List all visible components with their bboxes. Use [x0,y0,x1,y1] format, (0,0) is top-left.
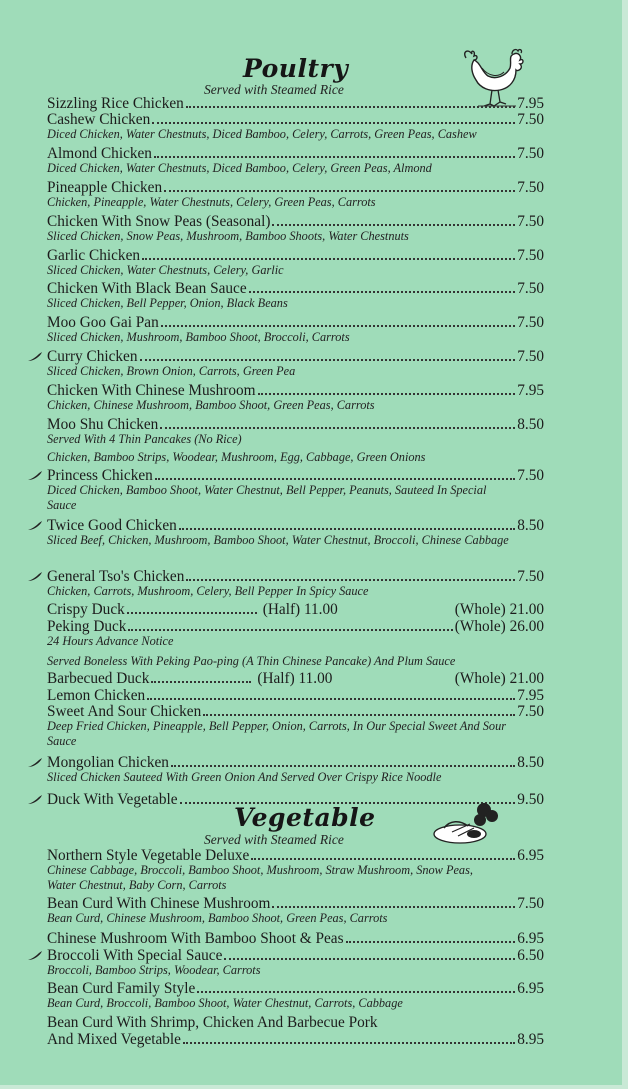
leader-dots [128,629,452,631]
item-price-half: (Half) 11.00 [257,670,333,687]
menu-item [47,948,544,981]
menu-item [47,518,544,569]
poultry-list [47,96,544,810]
item-name: Chicken With Snow Peas (Seasonal) [47,213,271,230]
item-price: 7.50 [517,895,544,912]
item-name: General Tso's Chicken [47,568,185,585]
item-price: 8.95 [517,1031,544,1048]
item-price: 8.50 [517,517,544,534]
vegetable-section-title: Vegetable [234,803,376,832]
item-name: Sizzling Rice Chicken [47,95,184,112]
item-price: 7.50 [517,348,544,365]
item-name: Chinese Mushroom With Bamboo Shoot & Peas [47,930,344,947]
item-description: Sliced Chicken, Snow Peas, Mushroom, Bamboo Shoots, Water Chestnuts [47,229,409,243]
menu-item [47,349,544,383]
menu-item [47,112,544,146]
item-description: Sliced Beef, Chicken, Mushroom, Bamboo Shoot, Water Chestnut, Broccoli, Chinese Cabbage [47,533,509,547]
item-description: Served With 4 Thin Pancakes (No Rice) [47,432,242,446]
item-name: Twice Good Chicken [47,517,177,534]
item-price-whole: (Whole) 21.00 [454,670,544,687]
leader-dots [203,714,515,716]
leader-dots [272,906,515,908]
leader-dots [164,190,515,192]
item-price: 7.50 [517,111,544,128]
item-price: 9.50 [517,791,544,808]
item-name: Sweet And Sour Chicken [47,703,202,720]
menu-item [47,755,544,792]
spicy-pepper-icon [27,571,43,582]
item-price: 7.50 [517,145,544,162]
menu-item [47,704,544,755]
item-description: Bean Curd, Chinese Mushroom, Bamboo Shoot, Green Peas, Carrots [47,911,388,925]
item-description: Chicken, Pineapple, Water Chestnuts, Celery, Green Peas, Carrots [47,195,376,209]
item-description: Sliced Chicken, Mushroom, Bamboo Shoot, Broccoli, Carrots [47,330,350,344]
item-price-half: (Half) 11.00 [262,601,338,618]
menu-item [47,619,544,671]
vegetable-subtitle: Served with Steamed Rice [204,832,344,847]
spicy-pepper-icon [27,520,43,531]
item-description: Sliced Chicken, Water Chestnuts, Celery, Garlic [47,263,284,277]
spicy-pepper-icon [27,757,43,768]
item-price: 7.95 [517,382,544,399]
item-name: Peking Duck [47,618,127,635]
item-name: Duck With Vegetable [47,791,178,808]
item-name: Bean Curd Family Style [47,980,196,997]
menu-item [47,671,544,688]
item-name: Moo Goo Gai Pan [47,314,159,331]
leader-dots [171,765,515,767]
item-name: Almond Chicken [47,145,152,162]
poultry-section-title: Poultry [243,54,349,83]
item-description: Sliced Chicken, Brown Onion, Carrots, Green Pea [47,364,296,378]
item-price: 7.50 [517,213,544,230]
leader-dots [186,106,515,108]
leader-dots [152,122,515,124]
item-price-whole: (Whole) 26.00 [454,618,544,635]
menu-item [47,146,544,180]
item-price: 7.50 [517,568,544,585]
leader-dots [272,224,515,226]
leader-dots [179,528,515,530]
item-name: Moo Shu Chicken [47,416,159,433]
item-description-2: Chicken, Bamboo Strips, Woodear, Mushroom, Egg, Cabbage, Green Onions [47,450,426,464]
vegetable-list [47,848,544,1049]
item-description: Deep Fried Chicken, Pineapple, Bell Pepper, Onion, Carrots, In Our Special Sweet And Sour Sauce [47,719,507,748]
menu-item [47,1015,544,1049]
item-name: Chicken With Black Bean Sauce [47,280,247,297]
item-price: 6.95 [517,980,544,997]
menu-item [47,688,544,704]
menu-item [47,96,544,112]
item-name: Northern Style Vegetable Deluxe [47,847,250,864]
menu-item [47,848,544,896]
menu-item [47,468,544,518]
menu-item [47,602,544,619]
menu-item [47,896,544,931]
leader-dots [160,427,515,429]
item-description: Chicken, Chinese Mushroom, Bamboo Shoot, Green Peas, Carrots [47,398,375,412]
vegetable-plate-icon [430,798,502,852]
item-price: 7.50 [517,703,544,720]
leader-dots [258,393,516,395]
leader-dots [197,991,515,993]
item-name: Chicken With Chinese Mushroom [47,382,256,399]
item-description: Bean Curd, Broccoli, Bamboo Shoot, Water Chestnut, Carrots, Cabbage [47,996,403,1010]
menu-item [47,281,544,315]
item-name: Bean Curd With Chinese Mushroom [47,895,271,912]
leader-dots [186,579,515,581]
leader-dots [224,958,515,960]
menu-item [47,315,544,349]
item-name: Barbecued Duck [47,670,150,687]
item-name: Lemon Chicken [47,687,146,704]
item-description: Diced Chicken, Bamboo Shoot, Water Chestnut, Bell Pepper, Peanuts, Sauteed In Special Sauce [47,483,487,512]
item-description-2: Served Boneless With Peking Pao-ping (A Thin Chinese Pancake) And Plum Sauce [47,654,456,668]
leader-dots [151,681,251,683]
item-price: 7.95 [517,95,544,112]
item-price: 8.50 [517,754,544,771]
item-name: Princess Chicken [47,467,153,484]
item-name-line2: And Mixed Vegetable [47,1031,181,1048]
item-description: Sliced Chicken Sauteed With Green Onion And Served Over Crispy Rice Noodle [47,770,442,784]
menu-item [47,180,544,214]
leader-dots [249,291,516,293]
item-name: Pineapple Chicken [47,179,163,196]
menu-item [47,981,544,1015]
item-description: Chicken, Carrots, Mushroom, Celery, Bell Pepper In Spicy Sauce [47,584,369,598]
spicy-pepper-icon [27,794,43,805]
leader-dots [183,1042,515,1044]
item-name: Broccoli With Special Sauce [47,947,223,964]
item-description: 24 Hours Advance Notice [47,634,174,648]
leader-dots [251,858,515,860]
item-price: 8.50 [517,416,544,433]
item-price: 7.95 [517,687,544,704]
menu-item [47,931,544,948]
item-name: Crispy Duck [47,601,125,618]
item-price: 6.95 [517,847,544,864]
menu-item [47,569,544,602]
poultry-subtitle: Served with Steamed Rice [204,82,344,97]
item-price: 7.50 [517,467,544,484]
item-price: 7.50 [517,314,544,331]
spicy-pepper-icon [27,351,43,362]
item-price: 6.50 [517,947,544,964]
spicy-pepper-icon [27,470,43,481]
menu-item [47,383,544,417]
spicy-pepper-icon [27,950,43,961]
item-price: 6.95 [517,930,544,947]
menu-item [47,417,544,468]
leader-dots [140,359,516,361]
item-price-whole: (Whole) 21.00 [454,601,544,618]
item-description: Chinese Cabbage, Broccoli, Bamboo Shoot, Mushroom, Straw Mushroom, Snow Peas, Water Chestnut, Baby Corn, Carrots [47,863,473,892]
item-name: Curry Chicken [47,348,138,365]
leader-dots [142,258,515,260]
leader-dots [161,325,515,327]
item-name: Garlic Chicken [47,247,141,264]
item-price: 7.50 [517,280,544,297]
item-name: Bean Curd With Shrimp, Chicken And Barbecue Pork [47,1014,378,1031]
leader-dots [154,156,515,158]
leader-dots [147,698,515,700]
item-description: Sliced Chicken, Bell Pepper, Onion, Black Beans [47,296,288,310]
leader-dots [127,612,257,614]
item-name: Mongolian Chicken [47,754,169,771]
menu-item [47,248,544,281]
item-description: Broccoli, Bamboo Strips, Woodear, Carrots [47,963,261,977]
leader-dots [346,941,516,943]
item-price: 7.50 [517,179,544,196]
menu-item [47,214,544,248]
item-price: 7.50 [517,247,544,264]
item-description: Diced Chicken, Water Chestnuts, Diced Bamboo, Celery, Green Peas, Almond [47,161,432,175]
item-description: Diced Chicken, Water Chestnuts, Diced Bamboo, Celery, Carrots, Green Peas, Cashew [47,127,477,141]
item-name: Cashew Chicken [47,111,151,128]
leader-dots [155,478,515,480]
